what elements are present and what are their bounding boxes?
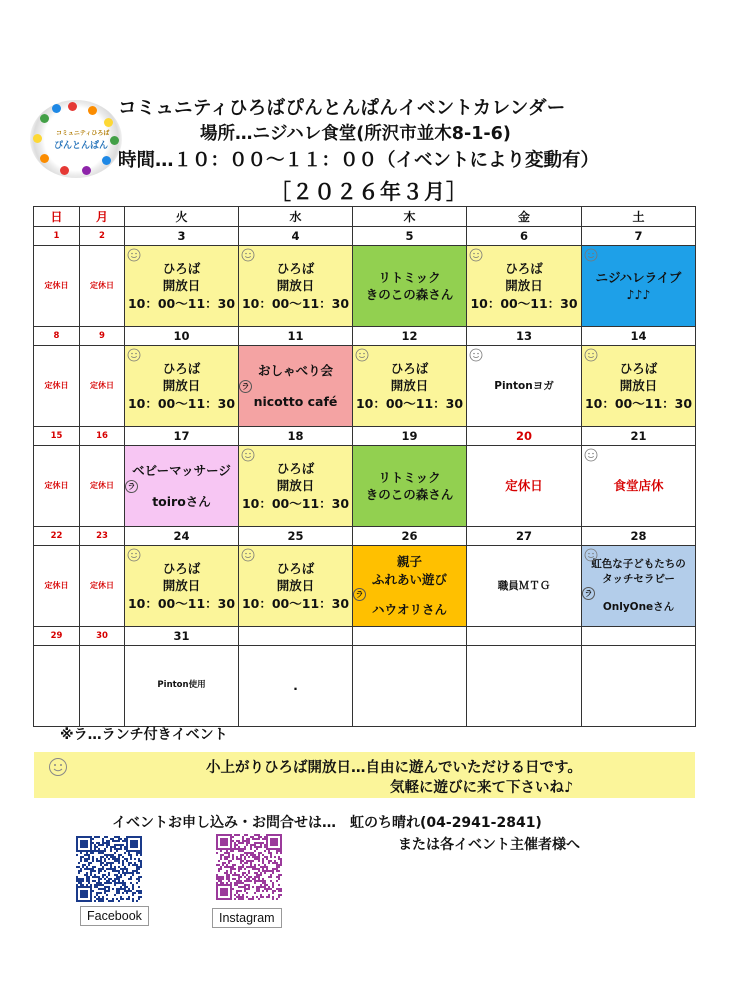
event-text: ひろば	[162, 260, 201, 276]
date-number: 13	[467, 327, 582, 346]
event-cell[interactable]	[80, 546, 125, 627]
event-text: タッチセラピー	[602, 573, 675, 586]
event-text: ひろば	[162, 560, 201, 576]
event-text: toiroさん	[152, 493, 211, 509]
date-row	[34, 227, 696, 246]
lunch-icon: ラ	[353, 588, 366, 601]
event-text: 開放日	[276, 578, 315, 594]
date-number: 1	[34, 227, 80, 246]
date-number: 16	[80, 427, 125, 446]
event-cell[interactable]	[467, 246, 582, 327]
band-line2: 気軽に遊びに来て下さいね♪	[390, 780, 574, 796]
weekday-sat: 土	[582, 207, 696, 227]
event-text: ひろば	[276, 260, 315, 276]
date-number: 12	[353, 327, 467, 346]
event-cell[interactable]	[582, 246, 696, 327]
date-number: 31	[125, 627, 239, 646]
event-cell[interactable]	[239, 646, 353, 727]
date-number: 20	[467, 427, 582, 446]
smiley-icon	[127, 348, 141, 362]
logo-line2: ぴんとんぱん	[54, 141, 109, 151]
event-cell[interactable]	[582, 646, 696, 727]
event-row	[34, 346, 696, 427]
event-cell[interactable]	[34, 546, 80, 627]
event-text: Pinton使用	[157, 680, 206, 691]
date-row	[34, 527, 696, 546]
event-text: OnlyOneさん	[602, 600, 675, 613]
lunch-note: ※ラ…ランチ付きイベント	[60, 727, 228, 743]
weekday-tue: 火	[125, 207, 239, 227]
smiley-icon	[241, 248, 255, 262]
weekday-fri: 金	[467, 207, 582, 227]
weekday-wed: 水	[239, 207, 353, 227]
event-row	[34, 646, 696, 727]
date-number: 30	[80, 627, 125, 646]
event-text: ♪♪♪	[626, 287, 651, 302]
event-text: ひろば	[390, 360, 429, 376]
date-row	[34, 427, 696, 446]
event-text: 10：00～11：30	[127, 595, 236, 611]
event-text: 開放日	[505, 278, 543, 294]
event-text: 10：00～11：30	[241, 495, 350, 511]
date-number: 9	[80, 327, 125, 346]
date-number: 2	[80, 227, 125, 246]
lunch-icon: ラ	[582, 587, 595, 600]
event-text: 定休日	[44, 581, 69, 591]
event-cell[interactable]	[34, 646, 80, 727]
event-cell[interactable]	[467, 546, 582, 627]
weekday-thu: 木	[353, 207, 467, 227]
smiley-icon	[469, 348, 483, 362]
date-number: 8	[34, 327, 80, 346]
event-text: 10：00～11：30	[127, 295, 236, 311]
event-text: 10：00～11：30	[355, 395, 464, 411]
event-cell[interactable]	[582, 346, 696, 427]
event-cell[interactable]	[239, 546, 353, 627]
date-number: 28	[582, 527, 696, 546]
date-number: 21	[582, 427, 696, 446]
event-text: 定休日	[90, 281, 114, 291]
date-number	[582, 627, 696, 646]
date-number: 17	[125, 427, 239, 446]
event-cell[interactable]	[34, 446, 80, 527]
event-text: ベビーマッサージ	[132, 463, 231, 478]
contact-line1: イベントお申し込み・お問合せは… 虹のち晴れ(04-2941-2841)	[112, 815, 542, 831]
smiley-icon	[469, 248, 483, 262]
event-cell[interactable]	[467, 346, 582, 427]
date-number: 10	[125, 327, 239, 346]
event-cell[interactable]	[239, 346, 353, 427]
event-cell[interactable]	[125, 646, 239, 727]
month-title: ［２０２６年３月］	[270, 180, 468, 204]
event-text: ふれあい遊び	[371, 571, 447, 587]
date-number: 4	[239, 227, 353, 246]
date-number: 24	[125, 527, 239, 546]
event-text: 定休日	[44, 381, 69, 391]
instagram-qr-icon[interactable]	[216, 834, 282, 900]
date-number	[239, 627, 353, 646]
event-text: .	[293, 678, 298, 694]
event-cell[interactable]	[125, 346, 239, 427]
event-cell[interactable]	[125, 246, 239, 327]
lunch-icon: ラ	[239, 380, 252, 393]
date-number	[467, 627, 582, 646]
smiley-icon	[241, 448, 255, 462]
date-number: 14	[582, 327, 696, 346]
event-text: 10：00～11：30	[584, 395, 693, 411]
date-number: 15	[34, 427, 80, 446]
event-cell[interactable]	[34, 246, 80, 327]
event-text: ひろば	[276, 460, 315, 476]
event-text: 10：00～11：30	[470, 295, 578, 311]
smiley-icon	[355, 348, 369, 362]
weekday-header-row	[34, 207, 696, 227]
event-cell[interactable]	[467, 446, 582, 527]
date-number: 3	[125, 227, 239, 246]
event-text: 食堂店休	[613, 478, 664, 494]
event-cell[interactable]	[353, 546, 467, 627]
logo-line1: コミュニティひろば	[56, 130, 110, 137]
lunch-mark	[353, 588, 466, 601]
smiley-icon	[48, 757, 68, 777]
facebook-label[interactable]: Facebook	[80, 906, 149, 926]
event-cell[interactable]	[353, 646, 467, 727]
event-text: きのこの森さん	[365, 287, 454, 302]
event-cell[interactable]	[239, 446, 353, 527]
event-text: nicotto café	[253, 393, 338, 409]
event-text: ひろば	[162, 360, 201, 376]
date-number: 18	[239, 427, 353, 446]
smiley-icon	[584, 548, 598, 562]
event-text: ひろば	[505, 260, 543, 276]
date-number: 5	[353, 227, 467, 246]
event-text: 定休日	[90, 581, 114, 591]
event-cell[interactable]	[80, 646, 125, 727]
smiley-icon	[584, 448, 598, 462]
instagram-label[interactable]: Instagram	[212, 908, 282, 928]
lunch-mark	[125, 480, 238, 493]
event-cell[interactable]	[467, 646, 582, 727]
smiley-icon	[584, 248, 598, 262]
event-text: ニジハレライブ	[595, 269, 682, 285]
place-text: 場所…ニジハレ食堂(所沢市並木8-1-6)	[200, 124, 511, 144]
event-cell[interactable]	[125, 446, 239, 527]
smiley-icon	[127, 248, 141, 262]
event-text: リトミック	[378, 269, 441, 285]
event-cell[interactable]	[582, 546, 696, 627]
weekday-sun: 日	[34, 207, 80, 227]
event-text: 定休日	[90, 381, 114, 391]
event-text: 職員ＭＴＧ	[497, 579, 551, 592]
date-number: 27	[467, 527, 582, 546]
date-number: 19	[353, 427, 467, 446]
facebook-qr-icon[interactable]	[76, 836, 142, 902]
event-row	[34, 246, 696, 327]
event-text: 開放日	[162, 578, 201, 594]
event-text: ハウオリさん	[371, 602, 447, 618]
time-text: 時間…１０：００～１１：００（イベントにより変動有）	[118, 150, 600, 171]
event-cell[interactable]	[582, 446, 696, 527]
event-cell[interactable]	[34, 346, 80, 427]
event-text: 定休日	[44, 481, 69, 491]
open-day-band	[34, 752, 695, 798]
event-text: 開放日	[162, 378, 201, 394]
event-text: 10：00～11：30	[241, 295, 350, 311]
date-number: 23	[80, 527, 125, 546]
lunch-icon: ラ	[125, 480, 138, 493]
event-cell[interactable]	[353, 346, 467, 427]
date-number: 11	[239, 327, 353, 346]
event-text: ひろば	[276, 560, 315, 576]
date-row	[34, 327, 696, 346]
event-text: 開放日	[390, 378, 429, 394]
lunch-mark	[582, 587, 695, 600]
event-text: 虹色な子どもたちの	[591, 558, 686, 571]
event-cell[interactable]	[353, 246, 467, 327]
event-text: 開放日	[276, 478, 315, 494]
lunch-mark	[239, 380, 352, 393]
date-number: 26	[353, 527, 467, 546]
date-number: 7	[582, 227, 696, 246]
logo	[30, 100, 122, 178]
date-number: 29	[34, 627, 80, 646]
event-text: 開放日	[619, 378, 658, 394]
event-text: 開放日	[162, 278, 201, 294]
smiley-icon	[241, 548, 255, 562]
date-number	[353, 627, 467, 646]
event-text: 10：00～11：30	[127, 395, 236, 411]
date-row	[34, 627, 696, 646]
date-number: 6	[467, 227, 582, 246]
weekday-mon: 月	[80, 207, 125, 227]
event-text: きのこの森さん	[365, 487, 454, 502]
event-text: ひろば	[619, 360, 658, 376]
event-text: 定休日	[505, 478, 543, 494]
date-number: 22	[34, 527, 80, 546]
event-cell[interactable]	[80, 446, 125, 527]
event-text: 10：00～11：30	[241, 595, 350, 611]
event-text: 親子	[396, 554, 422, 570]
page-title: コミュニティひろばぴんとんぱんイベントカレンダー	[118, 98, 566, 119]
event-cell[interactable]	[239, 246, 353, 327]
event-text: おしゃべり会	[257, 363, 333, 378]
event-cell[interactable]	[353, 446, 467, 527]
smiley-icon	[127, 548, 141, 562]
event-cell[interactable]	[125, 546, 239, 627]
date-number: 25	[239, 527, 353, 546]
event-text: リトミック	[378, 469, 441, 485]
smiley-icon	[584, 348, 598, 362]
event-cell[interactable]	[80, 346, 125, 427]
event-row	[34, 446, 696, 527]
event-text: 定休日	[90, 481, 114, 491]
contact-line2: または各イベント主催者様へ	[398, 837, 580, 853]
event-text: 開放日	[276, 278, 315, 294]
calendar-table	[33, 206, 696, 727]
event-cell[interactable]	[80, 246, 125, 327]
band-line1: 小上がりひろば開放日…自由に遊んでいただける日です。	[206, 760, 582, 776]
event-text: Pintonヨガ	[494, 379, 554, 392]
event-row	[34, 546, 696, 627]
event-text: 定休日	[44, 281, 69, 291]
